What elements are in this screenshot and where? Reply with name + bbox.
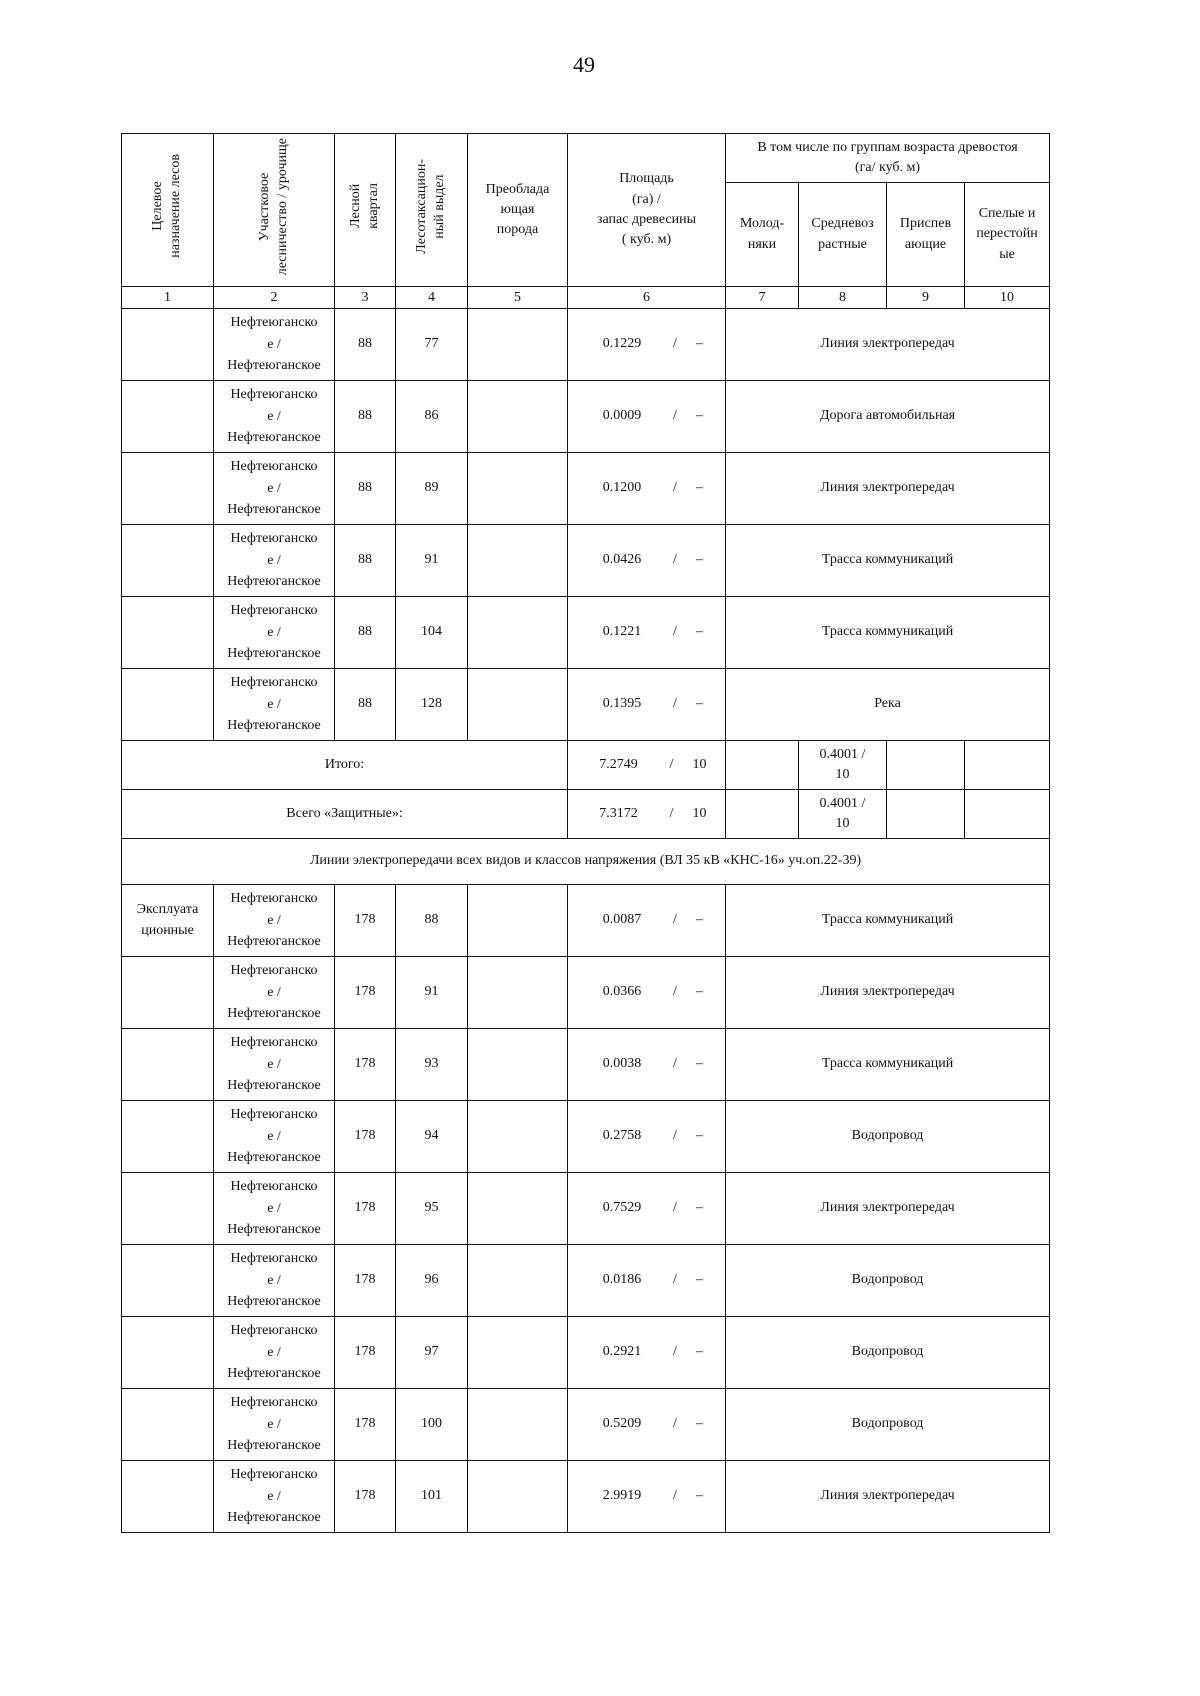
plot-cell: 100 — [396, 1389, 468, 1461]
quarter-cell: 178 — [335, 957, 396, 1029]
forestry-cell: Нефтеюганско е / Нефтеюганское — [214, 597, 335, 669]
table-header — [122, 134, 1050, 309]
grand-total-label: Всего «Защитные»: — [122, 790, 568, 839]
area-cell: 0.0009 / – — [568, 381, 726, 453]
table-row — [122, 1245, 1050, 1317]
column-numbers-row — [122, 287, 1050, 309]
purpose-cell — [122, 1389, 214, 1461]
plot-cell: 91 — [396, 525, 468, 597]
plot-cell: 101 — [396, 1461, 468, 1533]
column-number: 5 — [468, 287, 568, 309]
forestry-cell: Нефтеюганско е / Нефтеюганское — [214, 669, 335, 741]
quarter-cell: 178 — [335, 1029, 396, 1101]
note-cell: Линия электропередач — [726, 309, 1050, 381]
forestry-cell: Нефтеюганско е / Нефтеюганское — [214, 885, 335, 957]
purpose-cell — [122, 453, 214, 525]
total-label: Итого: — [122, 741, 568, 790]
note-cell: Дорога автомобильная — [726, 381, 1050, 453]
plot-cell: 93 — [396, 1029, 468, 1101]
column-number: 7 — [726, 287, 799, 309]
quarter-cell: 178 — [335, 1173, 396, 1245]
note-cell: Трасса коммуникаций — [726, 525, 1050, 597]
forestry-cell: Нефтеюганско е / Нефтеюганское — [214, 453, 335, 525]
note-cell: Линия электропередач — [726, 453, 1050, 525]
section-title: Линии электропередачи всех видов и классов напряжения (ВЛ 35 кВ «КНС-16» уч.оп.22-39) — [122, 839, 1050, 885]
quarter-cell: 178 — [335, 1461, 396, 1533]
table-row — [122, 525, 1050, 597]
forestry-cell: Нефтеюганско е / Нефтеюганское — [214, 1101, 335, 1173]
species-cell — [468, 1461, 568, 1533]
section-title-row — [122, 839, 1050, 885]
column-number: 4 — [396, 287, 468, 309]
plot-cell: 95 — [396, 1173, 468, 1245]
purpose-cell — [122, 381, 214, 453]
plot-cell: 97 — [396, 1317, 468, 1389]
column-number: 1 — [122, 287, 214, 309]
note-cell: Линия электропередач — [726, 1461, 1050, 1533]
header-mature: Спелые и перестойн ые — [965, 183, 1050, 287]
grand-total-maturing-cell — [887, 790, 965, 839]
area-cell: 0.1229 / – — [568, 309, 726, 381]
total-area-cell: 7.2749 / 10 — [568, 741, 726, 790]
table-row — [122, 1029, 1050, 1101]
quarter-cell: 178 — [335, 885, 396, 957]
column-number: 9 — [887, 287, 965, 309]
area-cell: 0.7529 / – — [568, 1173, 726, 1245]
purpose-cell — [122, 1101, 214, 1173]
purpose-cell: Эксплуата ционные — [122, 885, 214, 957]
table-row — [122, 597, 1050, 669]
forestry-cell: Нефтеюганско е / Нефтеюганское — [214, 1029, 335, 1101]
area-cell: 0.5209 / – — [568, 1389, 726, 1461]
header-quarter: Лесной квартал — [335, 134, 396, 287]
quarter-cell: 178 — [335, 1101, 396, 1173]
plot-cell: 96 — [396, 1245, 468, 1317]
column-number: 8 — [799, 287, 887, 309]
purpose-cell — [122, 1317, 214, 1389]
area-cell: 0.0366 / – — [568, 957, 726, 1029]
forestry-cell: Нефтеюганско е / Нефтеюганское — [214, 957, 335, 1029]
area-cell: 0.0426 / – — [568, 525, 726, 597]
header-middle-aged: Средневоз растные — [799, 183, 887, 287]
purpose-cell — [122, 669, 214, 741]
header-plot: Лесотаксацион- ный выдел — [396, 134, 468, 287]
note-cell: Водопровод — [726, 1317, 1050, 1389]
area-cell: 0.1395 / – — [568, 669, 726, 741]
header-species: Преоблада ющая порода — [468, 134, 568, 287]
header-maturing: Приспев ающие — [887, 183, 965, 287]
total-middle-aged-cell: 0.4001 / 10 — [799, 741, 887, 790]
area-cell: 0.1200 / – — [568, 453, 726, 525]
quarter-cell: 88 — [335, 525, 396, 597]
quarter-cell: 178 — [335, 1389, 396, 1461]
table-row — [122, 453, 1050, 525]
forestry-cell: Нефтеюганско е / Нефтеюганское — [214, 1245, 335, 1317]
area-cell: 0.0087 / – — [568, 885, 726, 957]
table-row — [122, 885, 1050, 957]
header-young: Молод- няки — [726, 183, 799, 287]
species-cell — [468, 1389, 568, 1461]
header-age-groups: В том числе по группам возраста древостоя (га/ куб. м) — [726, 134, 1050, 183]
note-cell: Водопровод — [726, 1245, 1050, 1317]
total-young-cell — [726, 741, 799, 790]
purpose-cell — [122, 597, 214, 669]
plot-cell: 88 — [396, 885, 468, 957]
total-row — [122, 741, 1050, 790]
note-cell: Трасса коммуникаций — [726, 885, 1050, 957]
species-cell — [468, 525, 568, 597]
note-cell: Водопровод — [726, 1389, 1050, 1461]
table-row — [122, 1173, 1050, 1245]
plot-cell: 91 — [396, 957, 468, 1029]
species-cell — [468, 453, 568, 525]
column-number: 3 — [335, 287, 396, 309]
forestry-cell: Нефтеюганско е / Нефтеюганское — [214, 1317, 335, 1389]
table-row — [122, 381, 1050, 453]
table-body — [122, 309, 1050, 1533]
forestry-cell: Нефтеюганско е / Нефтеюганское — [214, 525, 335, 597]
total-maturing-cell — [887, 741, 965, 790]
species-cell — [468, 1317, 568, 1389]
species-cell — [468, 381, 568, 453]
purpose-cell — [122, 1461, 214, 1533]
species-cell — [468, 957, 568, 1029]
header-forestry: Участковое лесничество / урочище — [214, 134, 335, 287]
grand-total-area-cell: 7.3172 / 10 — [568, 790, 726, 839]
note-cell: Линия электропередач — [726, 957, 1050, 1029]
forestry-cell: Нефтеюганско е / Нефтеюганское — [214, 1389, 335, 1461]
species-cell — [468, 1101, 568, 1173]
note-cell: Водопровод — [726, 1101, 1050, 1173]
purpose-cell — [122, 525, 214, 597]
grand-total-row — [122, 790, 1050, 839]
purpose-cell — [122, 309, 214, 381]
plot-cell: 86 — [396, 381, 468, 453]
table-row — [122, 1389, 1050, 1461]
quarter-cell: 88 — [335, 669, 396, 741]
species-cell — [468, 1245, 568, 1317]
purpose-cell — [122, 1029, 214, 1101]
header-purpose: Целевое назначение лесов — [122, 134, 214, 287]
quarter-cell: 88 — [335, 381, 396, 453]
table-row — [122, 957, 1050, 1029]
species-cell — [468, 885, 568, 957]
plot-cell: 94 — [396, 1101, 468, 1173]
grand-total-mature-cell — [965, 790, 1050, 839]
grand-total-young-cell — [726, 790, 799, 839]
quarter-cell: 178 — [335, 1245, 396, 1317]
purpose-cell — [122, 957, 214, 1029]
table-row — [122, 1461, 1050, 1533]
species-cell — [468, 1173, 568, 1245]
header-area: Площадь (га) / запас древесины ( куб. м) — [568, 134, 726, 287]
grand-total-middle-aged-cell: 0.4001 / 10 — [799, 790, 887, 839]
species-cell — [468, 1029, 568, 1101]
forest-plots-table — [121, 133, 1050, 1533]
area-cell: 2.9919 / – — [568, 1461, 726, 1533]
purpose-cell — [122, 1245, 214, 1317]
plot-cell: 128 — [396, 669, 468, 741]
area-cell: 0.0186 / – — [568, 1245, 726, 1317]
species-cell — [468, 669, 568, 741]
table-row — [122, 1101, 1050, 1173]
note-cell: Трасса коммуникаций — [726, 1029, 1050, 1101]
forestry-cell: Нефтеюганско е / Нефтеюганское — [214, 1461, 335, 1533]
species-cell — [468, 309, 568, 381]
column-number: 2 — [214, 287, 335, 309]
forestry-cell: Нефтеюганско е / Нефтеюганское — [214, 309, 335, 381]
column-number: 10 — [965, 287, 1050, 309]
plot-cell: 89 — [396, 453, 468, 525]
note-cell: Трасса коммуникаций — [726, 597, 1050, 669]
quarter-cell: 88 — [335, 309, 396, 381]
table-row — [122, 1317, 1050, 1389]
plot-cell: 104 — [396, 597, 468, 669]
table-row — [122, 309, 1050, 381]
area-cell: 0.2758 / – — [568, 1101, 726, 1173]
area-cell: 0.1221 / – — [568, 597, 726, 669]
quarter-cell: 88 — [335, 597, 396, 669]
forestry-cell: Нефтеюганско е / Нефтеюганское — [214, 381, 335, 453]
note-cell: Река — [726, 669, 1050, 741]
quarter-cell: 178 — [335, 1317, 396, 1389]
quarter-cell: 88 — [335, 453, 396, 525]
note-cell: Линия электропередач — [726, 1173, 1050, 1245]
area-cell: 0.2921 / – — [568, 1317, 726, 1389]
column-number: 6 — [568, 287, 726, 309]
area-cell: 0.0038 / – — [568, 1029, 726, 1101]
total-mature-cell — [965, 741, 1050, 790]
table-row — [122, 669, 1050, 741]
page-number: 49 — [573, 52, 595, 77]
species-cell — [468, 597, 568, 669]
forestry-cell: Нефтеюганско е / Нефтеюганское — [214, 1173, 335, 1245]
purpose-cell — [122, 1173, 214, 1245]
plot-cell: 77 — [396, 309, 468, 381]
